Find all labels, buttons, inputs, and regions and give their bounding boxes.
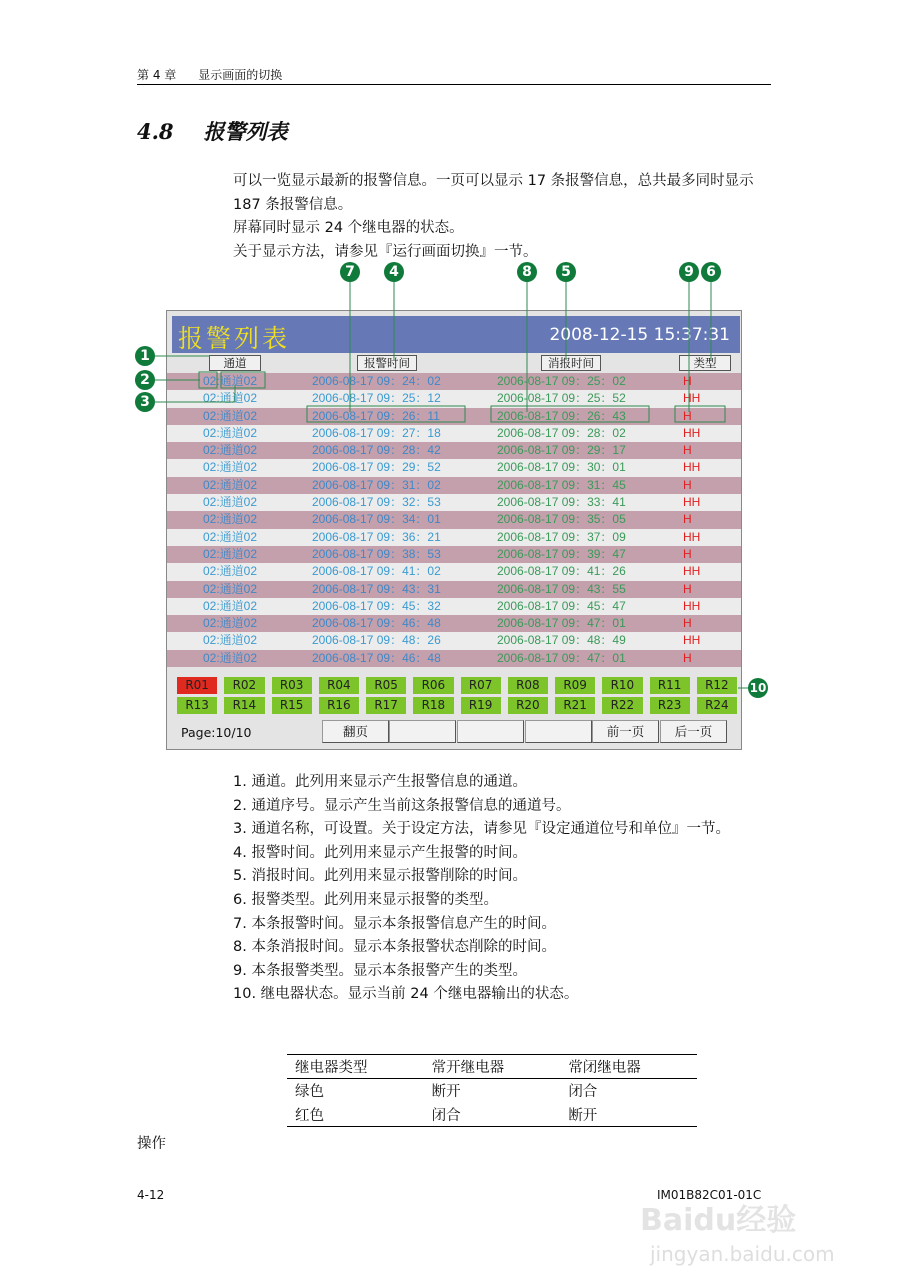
callout-1: 1	[135, 346, 155, 366]
channel: 02:通道02	[203, 495, 258, 510]
callout-9: 9	[679, 262, 699, 282]
alarm-type: H	[683, 443, 692, 458]
alarm-type: H	[683, 616, 692, 631]
section-name: 报警列表	[203, 119, 288, 144]
alarm-type: HH	[683, 391, 701, 406]
table-header: 常闭继电器	[568, 1060, 641, 1076]
callout-6: 6	[701, 262, 721, 282]
alarm-time: 2006-08-17 09：48：26	[312, 633, 441, 648]
clear-time: 2006-08-17 09：25：52	[497, 391, 626, 406]
channel: 02:通道02	[203, 564, 258, 579]
channel: 02:通道02	[203, 616, 258, 631]
note-item: 2. 通道序号。显示产生当前这条报警信息的通道号。	[233, 797, 571, 814]
relay-r19: R19	[461, 697, 501, 714]
intro-paragraph: 可以一览显示最新的报警信息。一页可以显示 17 条报警信息，总共最多同时显示 187 条报警信息。	[233, 173, 754, 213]
table-row	[287, 1079, 697, 1103]
screen-title: 报警列表	[178, 324, 291, 353]
table-cell: 绿色	[295, 1084, 324, 1101]
alarm-time: 2006-08-17 09：25：12	[312, 391, 441, 406]
channel: 02:通道02	[203, 443, 258, 458]
channel: 02:通道02	[203, 581, 258, 596]
relay-r15: R15	[272, 697, 312, 714]
table-cell: 闭合	[568, 1084, 598, 1101]
callout-4: 4	[384, 262, 404, 282]
clear-time: 2006-08-17 09：45：47	[497, 598, 626, 613]
clear-time: 2006-08-17 09：35：05	[497, 512, 626, 527]
alarm-type: HH	[683, 495, 701, 510]
table-cell: 断开	[568, 1107, 598, 1124]
clear-time: 2006-08-17 09：43：55	[497, 581, 626, 596]
channel: 02:通道02	[203, 598, 258, 613]
channel: 02:通道02	[203, 512, 258, 527]
clear-time: 2006-08-17 09：30：01	[497, 460, 626, 475]
relay-r13: R13	[177, 697, 217, 714]
channel: 02:通道02	[203, 529, 258, 544]
relay-r11: R11	[650, 677, 690, 694]
operation-heading: 操作	[137, 1136, 166, 1152]
page-indicator: Page:10/10	[181, 725, 252, 740]
watermark-url: jingyan.baidu.com	[650, 1242, 835, 1266]
relay-r01: R01	[177, 677, 217, 694]
callout-5: 5	[556, 262, 576, 282]
relay-r09: R09	[555, 677, 595, 694]
relay-r03: R03	[272, 677, 312, 694]
clear-time: 2006-08-17 09：33：41	[497, 495, 626, 510]
channel: 02:通道02	[203, 374, 258, 388]
channel: 02:通道02	[203, 650, 258, 665]
screen-datetime: 2008-12-15 15:37:31	[549, 325, 730, 345]
note-item: 7. 本条报警时间。显示本条报警信息产生的时间。	[233, 915, 556, 932]
section-number: 4.8	[137, 119, 174, 144]
relay-type-table	[287, 1054, 697, 1127]
note-item: 9. 本条报警类型。显示本条报警产生的类型。	[233, 962, 527, 979]
alarm-time: 2006-08-17 09：46：48	[312, 650, 441, 665]
table-cell: 红色	[295, 1107, 324, 1124]
column-header-type: 类型	[679, 355, 731, 371]
column-header-clear-time: 消报时间	[541, 355, 601, 371]
callout-3: 3	[135, 392, 155, 412]
relay-r21: R21	[555, 697, 595, 714]
relay-r12: R12	[697, 677, 737, 694]
relay-r05: R05	[366, 677, 406, 694]
baidu-watermark-logo: Baidu经验	[640, 1203, 797, 1238]
channel: 02:通道02	[203, 477, 258, 492]
alarm-time: 2006-08-17 09：27：18	[312, 425, 441, 440]
relay-r24: R24	[697, 697, 737, 714]
intro-paragraph: 屏幕同时显示 24 个继电器的状态。	[233, 220, 464, 236]
channel: 02:通道02	[203, 408, 258, 423]
clear-time: 2006-08-17 09：37：09	[497, 529, 626, 544]
table-cell: 闭合	[431, 1107, 461, 1124]
clear-time: 2006-08-17 09：26：43	[497, 408, 626, 423]
alarm-type: H	[683, 650, 692, 665]
channel: 02:通道02	[203, 425, 258, 440]
note-item: 6. 报警类型。此列用来显示报警的类型。	[233, 891, 498, 908]
relay-r23: R23	[650, 697, 690, 714]
channel: 02:通道02	[203, 633, 258, 648]
alarm-time: 2006-08-17 09：29：52	[312, 460, 441, 475]
alarm-type: HH	[683, 425, 701, 440]
relay-r08: R08	[508, 677, 548, 694]
document-id: IM01B82C01-01C	[657, 1188, 762, 1202]
alarm-type: H	[683, 374, 692, 388]
note-item: 1. 通道。此列用来显示产生报警信息的通道。	[233, 774, 527, 790]
column-header-alarm-time: 报警时间	[357, 355, 417, 371]
relay-r18: R18	[413, 697, 453, 714]
table-row	[287, 1103, 697, 1127]
note-item: 5. 消报时间。此列用来显示报警削除的时间。	[233, 868, 527, 885]
alarm-time: 2006-08-17 09：36：21	[312, 529, 441, 544]
alarm-time: 2006-08-17 09：45：32	[312, 598, 441, 613]
table-header: 继电器类型	[295, 1060, 368, 1076]
clear-time: 2006-08-17 09：47：01	[497, 616, 626, 631]
chapter-number: 第 4 章	[137, 68, 177, 82]
page-flip-button[interactable]: 翻页	[322, 720, 389, 743]
alarm-type: H	[683, 546, 692, 561]
alarm-type: HH	[683, 598, 701, 613]
alarm-time: 2006-08-17 09：31：02	[312, 477, 441, 492]
alarm-time: 2006-08-17 09：41：02	[312, 564, 441, 579]
clear-time: 2006-08-17 09：39：47	[497, 546, 626, 561]
relay-r07: R07	[461, 677, 501, 694]
note-item: 3. 通道名称，可设置。关于设定方法，请参见『设定通道位号和单位』一节。	[233, 821, 730, 838]
callout-7: 7	[340, 262, 360, 282]
alarm-time: 2006-08-17 09：28：42	[312, 443, 441, 458]
clear-time: 2006-08-17 09：47：01	[497, 650, 626, 665]
alarm-type: H	[683, 408, 692, 423]
alarm-type: H	[683, 581, 692, 596]
page-number: 4-12	[137, 1188, 165, 1202]
note-item: 8. 本条消报时间。显示本条报警状态削除的时间。	[233, 939, 556, 956]
table-cell: 断开	[431, 1084, 461, 1101]
clear-time: 2006-08-17 09：48：49	[497, 633, 626, 648]
alarm-time: 2006-08-17 09：38：53	[312, 546, 441, 561]
alarm-time: 2006-08-17 09：34：01	[312, 512, 441, 527]
relay-r22: R22	[602, 697, 642, 714]
relay-r20: R20	[508, 697, 548, 714]
note-item: 4. 报警时间。此列用来显示产生报警的时间。	[233, 844, 527, 861]
channel: 02:通道02	[203, 546, 258, 561]
alarm-type: H	[683, 477, 692, 492]
channel: 02:通道02	[203, 460, 258, 475]
channel: 02:通道02	[203, 391, 258, 406]
relay-r10: R10	[602, 677, 642, 694]
callout-2: 2	[135, 370, 155, 390]
alarm-time: 2006-08-17 09：24：02	[312, 374, 441, 388]
alarm-type: HH	[683, 564, 701, 579]
alarm-type: HH	[683, 633, 701, 648]
next-page-button[interactable]: 后一页	[660, 720, 727, 743]
table-header: 常开继电器	[431, 1060, 505, 1076]
relay-r02: R02	[224, 677, 264, 694]
alarm-type: HH	[683, 529, 701, 544]
relay-r06: R06	[413, 677, 453, 694]
intro-paragraph: 关于显示方法，请参见『运行画面切换』一节。	[233, 243, 538, 260]
alarm-type: HH	[683, 460, 701, 475]
relay-r14: R14	[224, 697, 264, 714]
alarm-time: 2006-08-17 09：43：31	[312, 581, 441, 596]
note-item: 10. 继电器状态。显示当前 24 个继电器输出的状态。	[233, 986, 579, 1003]
callout-8: 8	[517, 262, 537, 282]
clear-time: 2006-08-17 09：31：45	[497, 477, 626, 492]
previous-page-button[interactable]: 前一页	[592, 720, 659, 743]
column-header-channel: 通道	[209, 355, 261, 371]
relay-r17: R17	[366, 697, 406, 714]
relay-r04: R04	[319, 677, 359, 694]
alarm-time: 2006-08-17 09：32：53	[312, 495, 441, 510]
notes-list	[233, 771, 773, 1007]
alarm-type: H	[683, 512, 692, 527]
alarm-time: 2006-08-17 09：26：11	[312, 408, 440, 423]
callout-10: 10	[748, 678, 768, 698]
clear-time: 2006-08-17 09：41：26	[497, 564, 626, 579]
chapter-title: 显示画面的切换	[198, 68, 283, 82]
clear-time: 2006-08-17 09：25：02	[497, 374, 626, 388]
alarm-time: 2006-08-17 09：46：48	[312, 616, 441, 631]
clear-time: 2006-08-17 09：28：02	[497, 425, 626, 440]
clear-time: 2006-08-17 09：29：17	[497, 443, 626, 458]
relay-r16: R16	[319, 697, 359, 714]
